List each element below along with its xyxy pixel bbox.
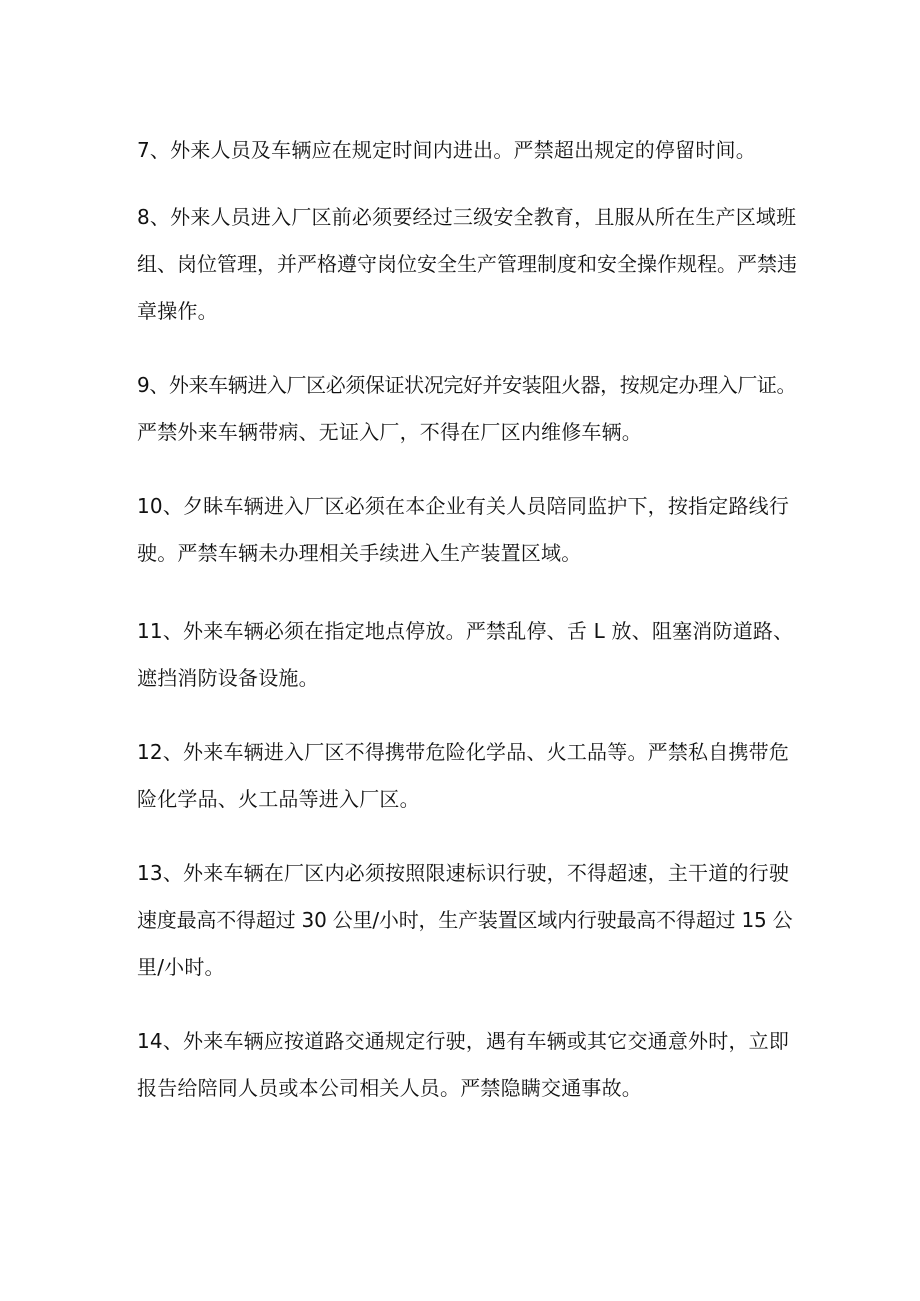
paragraph-8-line-2: 组、岗位管理，并严格遵守岗位安全生产管理制度和安全操作规程。严禁违	[137, 252, 797, 276]
paragraph-11-line-2: 遮挡消防设备设施。	[137, 666, 319, 690]
paragraph-8-line-1: 8、外来人员进入厂区前必须要经过三级安全教育，且服从所在生产区域班	[137, 205, 797, 229]
paragraph-12-line-1: 12、外来车辆进入厂区不得携带危险化学品、火工品等。严禁私自携带危	[137, 740, 790, 764]
paragraph-14-line-1: 14、外来车辆应按道路交通规定行驶，遇有车辆或其它交通意外时，立即	[137, 1029, 790, 1053]
paragraph-13-line-2: 速度最高不得超过 30 公里/小时，生产装置区域内行驶最高不得超过 15 公	[137, 908, 793, 932]
paragraph-13-line-1: 13、外来车辆在厂区内必须按照限速标识行驶，不得超速，主干道的行驶	[137, 861, 790, 885]
paragraph-12-line-2: 险化学品、火工品等进入厂区。	[137, 787, 420, 811]
paragraph-10-line-1: 10、夕眛车辆进入厂区必须在本企业有关人员陪同监护下，按指定路线行	[137, 494, 790, 518]
paragraph-9-line-2: 严禁外来车辆带病、无证入厂，不得在厂区内维修车辆。	[137, 420, 642, 444]
paragraph-14-line-2: 报告给陪同人员或本公司相关人员。严禁隐瞒交通事故。	[137, 1076, 642, 1100]
paragraph-7-line-1: 7、外来人员及车辆应在规定时间内进出。严禁超出规定的停留时间。	[137, 138, 756, 162]
paragraph-11-line-1: 11、外来车辆必须在指定地点停放。严禁乱停、舌 L 放、阻塞消防道路、	[137, 619, 794, 643]
paragraph-13-line-3: 里/小时。	[137, 955, 225, 979]
paragraph-10-line-2: 驶。严禁车辆未办理相关手续进入生产装置区域。	[137, 541, 582, 565]
paragraph-9-line-1: 9、外来车辆进入厂区必须保证状况完好并安装阻火器，按规定办理入厂证。	[137, 373, 797, 397]
paragraph-8-line-3: 章操作。	[137, 299, 218, 323]
